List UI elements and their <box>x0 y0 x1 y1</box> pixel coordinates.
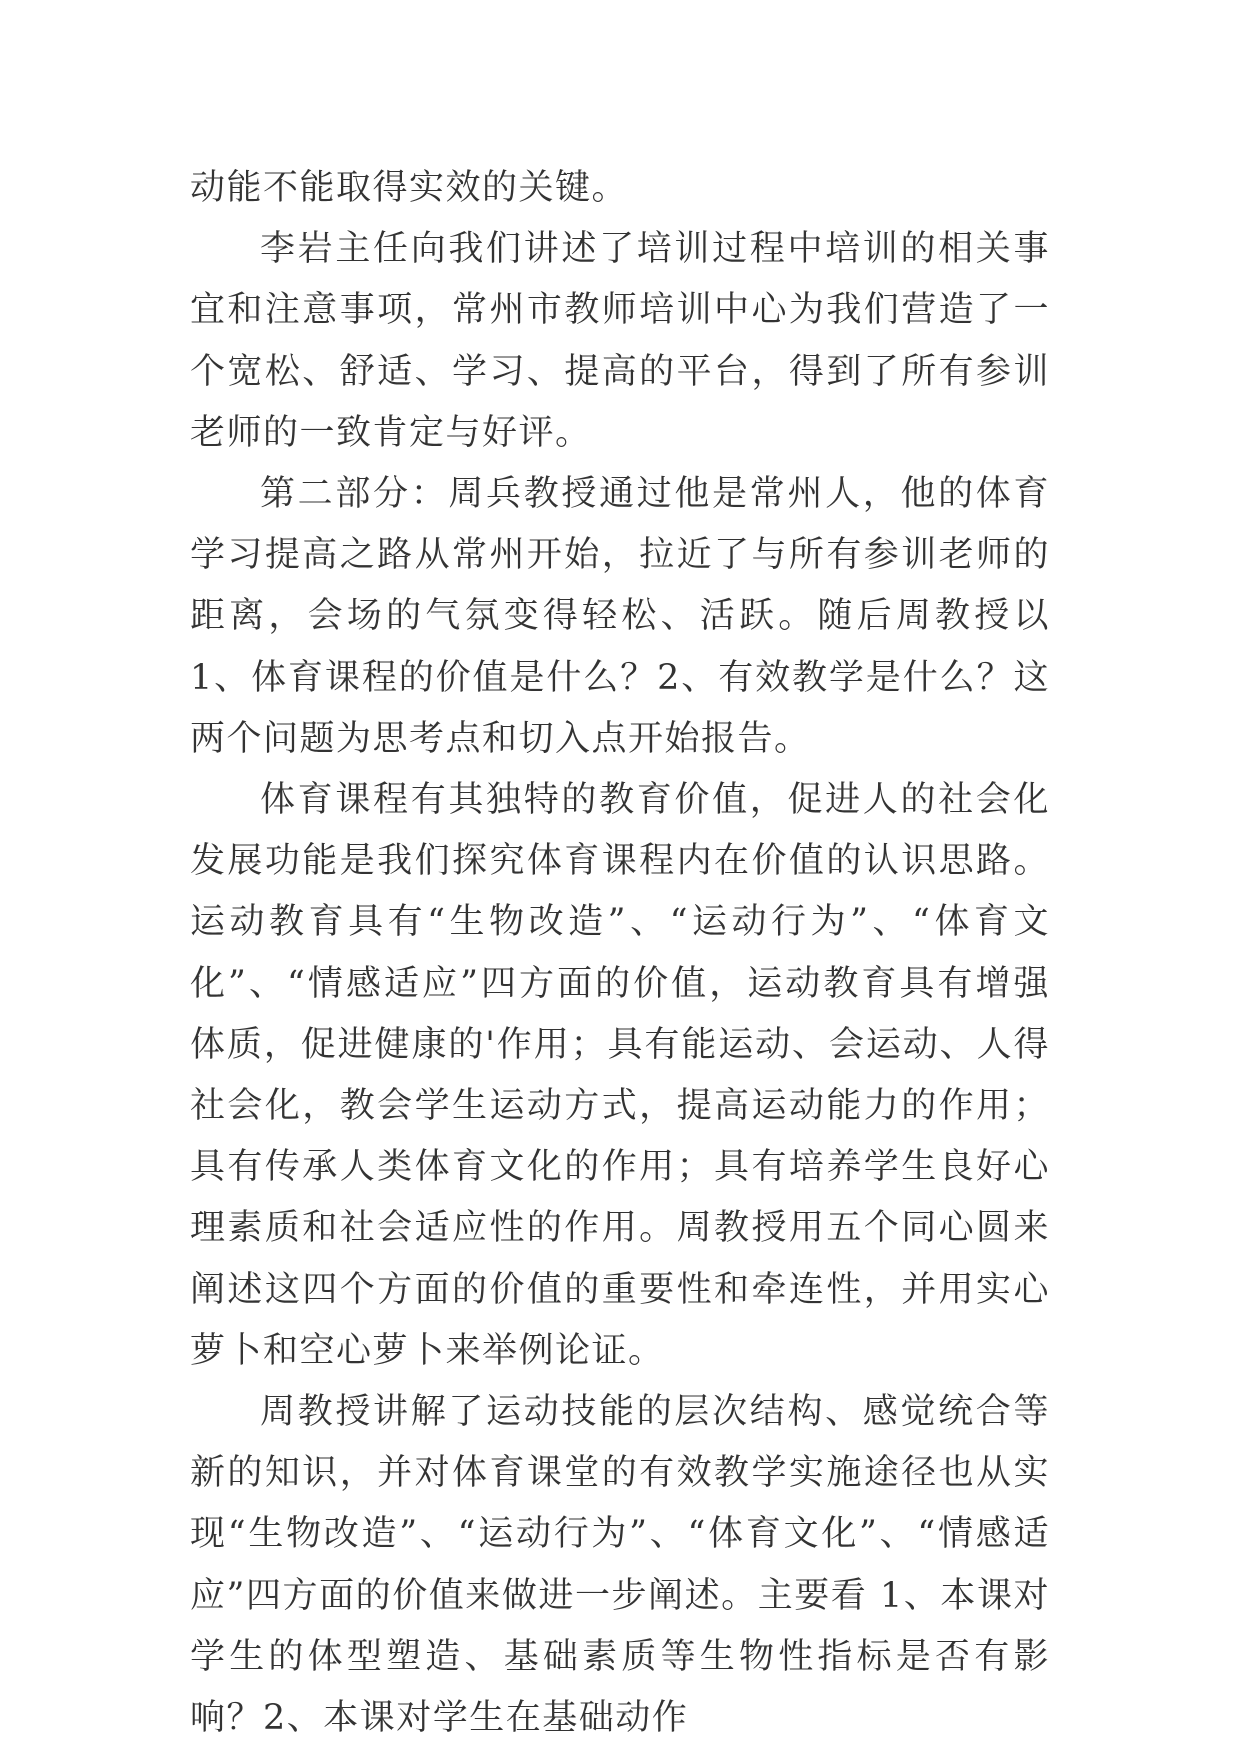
paragraph-4: 体育课程有其独特的教育价值，促进人的社会化发展功能是我们探究体育课程内在价值的认识思路。运动教育具有“生物改造”、“运动行为”、“体育文化”、“情感适应”四方面的价值，运动教育具有增强体质，促进健康的'作用；具有能运动、会运动、人得社会化，教会学生运动方式，提高运动能力的作用；具有传承人类体育文化的作用；具有培养学生良好心理素质和社会适应性的作用。周教授用五个同心圆来阐述这四个方面的价值的重要性和牵连性，并用实心萝卜和空心萝卜来举例论证。 <box>190 780 1050 1371</box>
paragraph-5: 周教授讲解了运动技能的层次结构、感觉统合等新的知识，并对体育课堂的有效教学实施途径也从实现“生物改造”、“运动行为”、“体育文化”、“情感适应”四方面的价值来做进一步阐述。主要看 1、本课对学生的体型塑造、基础素质等生物性指标是否有影响？2、本课对学生在基础动作 <box>190 1392 1050 1739</box>
body-text <box>190 158 1050 1749</box>
paragraph-2: 李岩主任向我们讲述了培训过程中培训的相关事宜和注意事项，常州市教师培训中心为我们营造了一个宽松、舒适、学习、提高的平台，得到了所有参训老师的一致肯定与好评。 <box>190 229 1050 453</box>
paragraph-3: 第二部分：周兵教授通过他是常州人，他的体育学习提高之路从常州开始，拉近了与所有参训老师的距离，会场的气氛变得轻松、活跃。随后周教授以 1、体育课程的价值是什么？2、有效教学是什么？这两个问题为思考点和切入点开始报告。 <box>190 474 1050 759</box>
paragraph-1: 动能不能取得实效的关键。 <box>190 168 629 208</box>
